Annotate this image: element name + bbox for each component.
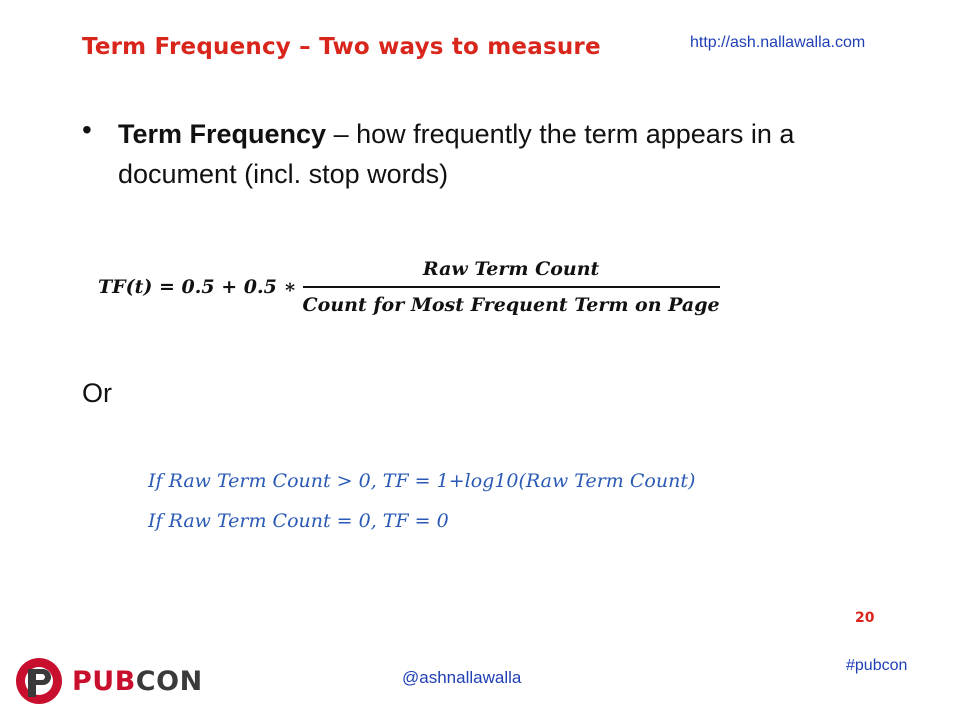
formula-fraction [303, 258, 720, 316]
formula-numerator: Raw Term Count [422, 258, 600, 280]
slide-title: Term Frequency – Two ways to measure [82, 34, 601, 60]
bullet-description: – how frequently the term appears in a document (incl. stop words) [118, 119, 795, 189]
page-number: 20 [855, 610, 875, 626]
tf-formula [98, 258, 720, 316]
pubcon-logo-text-suffix: CON [135, 665, 203, 697]
bullet-text [118, 114, 878, 194]
hashtag: #pubcon [846, 657, 908, 674]
condition-positive: If Raw Term Count > 0, TF = 1+log10(Raw Term Count) [148, 470, 696, 492]
bullet-term: Term Frequency [118, 119, 327, 149]
site-url: http://ash.nallawalla.com [690, 34, 866, 51]
formula-lhs: TF(t) = 0.5 + 0.5 ∗ [98, 276, 297, 298]
twitter-handle: @ashnallawalla [402, 668, 522, 687]
formula-denominator: Count for Most Frequent Term on Page [302, 294, 720, 316]
pubcon-logo-icon [14, 656, 64, 706]
bullet-dot: • [82, 114, 92, 145]
pubcon-logo [14, 656, 203, 706]
or-label: Or [82, 378, 112, 408]
condition-zero: If Raw Term Count = 0, TF = 0 [148, 510, 449, 532]
pubcon-logo-text: PUBCON [72, 665, 203, 697]
